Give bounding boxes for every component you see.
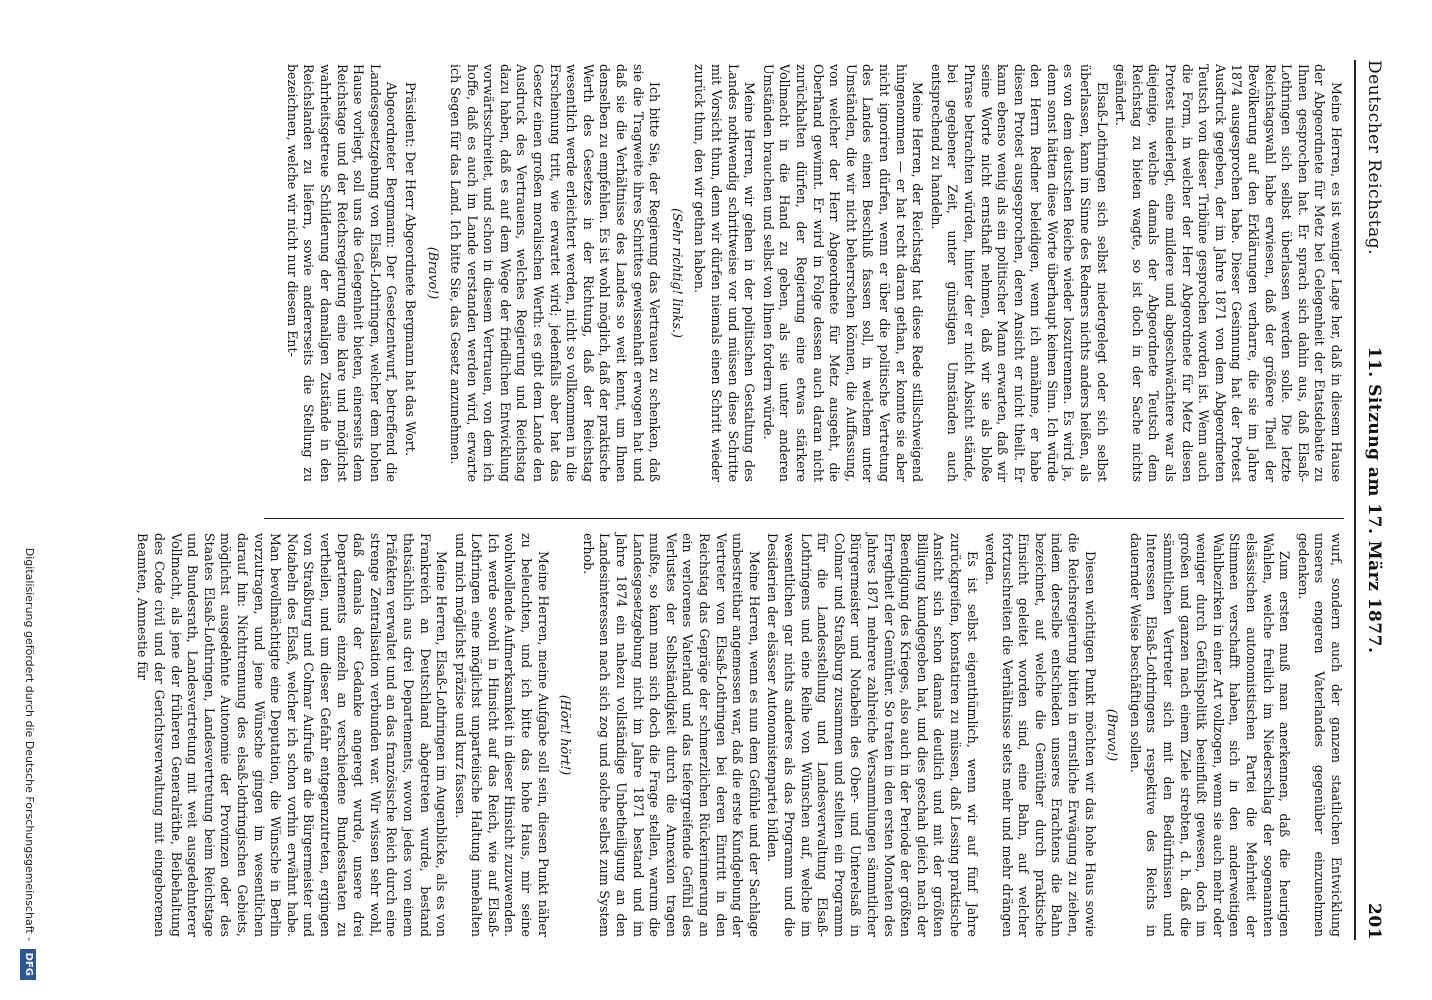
paragraph: Zum ersten muß man anerkennen, daß die heurigen Wahlen, welche freilich im Niederschlag der sogenannten elsässischen autonomistischen Partei die Mehrheit der Stimmen verschafft haben, sich in den anderweitigen Wahlbezirken in einer Art vollzogen, wenn sie auch mehr oder weniger durch Gefühlspolitik beeinflußt gewesen, doch im großen und ganzen nach einem Ziele strebten, d. h. daß die sämmtlichen Vertreter sich mit den Bedürfnissen und Interessen Elsaß-Lothringens respektive des Reichs in dauernder Weise beschäftigen sollen. <box>1127 533 1293 937</box>
paragraph: Meine Herren, meine Aufgabe soll sein, diesen Punkt näher zu beleuchten, und ich bitte das hohe Haus, mir seine wohlwollende Aufmerksamkeit in dieser Hinsicht zuzuwenden. Ich werde sowohl in Hinsicht auf das Reich, wie auf Elsaß-Lothringen eine möglichst unparteiische Haltung innehalten und mich möglichst präzise und kurz fassen. <box>452 533 551 937</box>
paragraph: Meine Herren, Elsaß-Lothringen im Augenblicke, als es von Frankreich an Deutschland abgetreten wurde, bestand thatsächlich aus drei Departements, wovon jedes von einem Präfekten verwaltet und an das französische Reich durch eine strenge Zentralisation verbunden war. Wir wissen sehr wohl, daß damals der Gedanke angeregt wurde, unsere drei Departements einzeln an verschiedene Bundesstaaten zu vertheilen, und um dieser Gefahr entgegenzutreten, ergingen von Straßburg und Colmar Aufrufe an die Bürgermeister und Notabeln des Elsaß, welcher ich schon vorhin erwähnt habe. Man bevollmächtigte eine Deputation, die Wünsche in Berlin vorzutragen, und jene Wünsche gingen im wesentlichen darauf hin: Nichttrennung des elsaß-lothringischen Gebiets, möglichst ausgedehnte Autonomie der Provinzen oder des Staates Elsaß-Lothringen, Landesvertretung beim Reichstage und Bundesrath, Landesvertretung mit weit ausgedehnterer Vollmacht, als jene der früheren Generalräthe, Beibehaltung des Code civil und der Gerichtsverwaltung mit eingeborenen Beamten, Amnestie für <box>135 533 450 937</box>
digitization-credit <box>18 20 40 980</box>
paragraph: Ich bitte Sie, der Regierung das Vertrauen zu schenken, daß sie die Tragweite ihres Schrittes gewissenhaft erwogen hat und daß sie die Verhältnisse des Landes so weit kennt, um Ihnen denselben zu empfehlen. Es ist wohl möglich, daß der praktische Werth des Gesetzes in der Richtung, daß der Reichstag wesentlich werde erleichtert werden, nicht so vollkommen in die Erscheinung tritt, wie erwartet wird; jedenfalls aber hat das Gesetz einen großen moralischen Werth: es gibt dem Lande den Ausdruck des Vertrauens, welches Regierung und Reichstag dazu haben, daß es auf dem Wege der friedlichen Entwicklung vorwärtsschreitet, und schon in diesem Vertrauen, von dem ich hoffe, daß es auch im Lande verstanden werden wird, erwarte ich Segen für das Land. Ich bitte Sie, das Gesetz anzunehmen. <box>448 64 663 482</box>
interjection: (Sehr richtig! links.) <box>669 208 685 338</box>
paragraph: Diesen wichtigen Punkt möchten wir das hohe Haus sowie die Reichsregierung bitten in ernstliche Erwägung zu ziehen, indem derselbe entschieden unseres Erachtens die Bahn bezeichnet, auf welche die Gemüther durch praktische Einsicht geleitet worden sind, eine Bahn, auf welcher fortzuschreiten die Verhältnisse stets mehr und mehr drängen werden. <box>983 533 1098 937</box>
paragraph: Es ist selbst eigenthümlich, wenn wir auf fünf Jahre zurückgreifen, konstatiren zu müssen, daß Lessing praktische Ansicht sich schon damals deutlich und mit der größten Billigung kundgegeben hat, und dies geschah gleich nach der Beendigung des Krieges, also auch in der Periode der größten Erregtheit der Gemüther. So traten in den ersten Monaten des Jahres 1871 mehrere zahlreiche Versammlungen sämmtlicher Bürgermeister und Notabeln des Ober- und Unterelsaß in Colmar und Straßburg zusammen und stellten ein Programm für die Landesstellung und Landesverwaltung Elsaß-Lothringens und eine Reihe von Wünschen auf, welche im wesentlichen gar nichts anderes als das Programm und die Desiderien der elsässer Autonomistenpartei bilden. <box>765 533 980 937</box>
interjection: (Hört! hört!) <box>558 694 574 776</box>
paragraph: Meine Herren, wenn es nun dem Gefühle und der Sachlage unbestreitbar angemessen war, daß die erste Kundgebung der Vertreter von Elsaß-Lothringen bei deren Eintritt in den Reichstag das Gepräge der schmerzlichen Rückerinnerung an ein verlorenes Vaterland und das tiefergreifende Gefühl des Verlustes der Selbständigkeit durch die Annexion tragen mußte, so kann man sich doch die Frage stellen, warum die Landesgesetzgebung nicht im Jahre 1871 bestand und im Jahre 1874 ein nahezu vollständige Unbetheiligung an den Landesinteressen nach sich zog und solche selbst zum System erhob. <box>580 533 762 937</box>
left-column <box>264 64 1344 482</box>
header-publication: Deutscher Reichstag. <box>1364 60 1384 255</box>
header-session: 11. Sitzung am 17. März 1877. <box>1364 346 1384 654</box>
dfg-logo: DFG <box>20 949 36 980</box>
speaker-paragraph: Abgeordneter Bergmann: Der Gesetzentwurf, betreffend die Landesgesetzgebung von Elsaß-Lothringen, welcher dem hohen Hause vorliegt, soll uns die Gelegenheit bieten, einerseits dem Reichstage und der Reichsregierung eine klare und möglichst wahrheitsgetreue Schilderung der damaligen Zustände in den Reichslanden zu liefern, sowie andererseits die Stellung zu bezeichnen, welche wir nicht nur diesem Ent- <box>284 64 400 482</box>
paragraph: Meine Herren, der Reichstag hat diese Rede stillschweigend hingenommen — er hat recht daran gethan, er konnte sie aber nicht ignoriren dürfen, wenn er über die politische Vertretung des Landes einen Beschluß fassen soll, in welchem unter Umständen, die wir nicht beherrschen können, die Auffassung, von welcher der Herr Abgeordnete für Metz ausgeht, die Oberhand gewinnt. Er wird in Folge dessen auch daran nicht zurückhalten dürfen, der Regierung eine etwas stärkere Vollmacht in die Hand zu geben, als sie unter anderen Umständen brauchen und selbst von Ihnen fordern würde. <box>760 64 926 482</box>
interjection: (Bravo!) <box>425 246 441 300</box>
speaker-paragraph: Präsident: Der Herr Abgeordnete Bergmann hat das Wort. <box>402 82 418 456</box>
paragraph: Meine Herren, wir gehen in der politischen Gestaltung des Landes nothwendig schrittweise vor und müssen diese Schritte mit Vorsicht thun, denn wir dürfen niemals einen Schritt wieder zurück thun, den wir gethan haben. <box>692 64 758 482</box>
page-number: 201 <box>1364 903 1384 940</box>
page-header <box>1354 60 1404 940</box>
credit-text: Digitalisierung gefördert durch die Deutsche Forschungsgemeinschaft - <box>23 547 36 942</box>
paragraph: Elsaß-Lothringen sich selbst niedergelegt oder sich selbst überlassen, kann im Sinne des Redners nichts anders heißen, als es von dem deutschen Reiche wieder loszutrennen. Es wird ja, denn sonst hätten diese Worte überhaupt keinen Sinn. Ich würde den Herrn Redner beleidigen, wenn ich annähme, er habe diesen Protest ausgesprochen, deren Ansicht er nicht theilt. Er kann ebenso wenig als ein politischer Mann erwarten, daß wir seine Worte nicht ernsthaft nehmen, daß wir sie als bloße Phrase betrachten würden, hinter der er nicht Absicht stände, bei gegebener Zeit, unter günstigen Umständen auch entsprechend zu handeln. <box>928 64 1110 482</box>
paragraph: wurf, sondern auch der ganzen staatlichen Entwicklung unseres engeren Vaterlandes gegenüber einzunehmen gedenken. <box>1295 533 1344 937</box>
paragraph: Meine Herren, es ist weniger Lage her, daß in diesem Hause der Abgeordnete für Metz bei Gelegenheit der Etatsdebatte zu Ihnen gesprochen hat. Er sprach sich dahin aus, daß Elsaß-Lothringen sich selbst überlassen werden solle. Die letzte Reichstagswahl habe erwiesen, daß der größere Theil der Bevölkerung auf den Erklärungen verharre, die sie im Jahre 1874 ausgesprochen habe. Dieser Gesinnung hat der Protest Ausdruck gegeben, der im Jahre 1871 von dem Abgeordneten Teutsch von dieser Tribüne gesprochen worden ist. Wenn auch die Form, in welcher der Herr Abgeordnete für Metz diesen Protest niederlegt, eine mildere und abgeschwächtere war als diejenige, welche damals der Abgeordnete Teutsch dem Reichstag zu bieten wagte, so ist doch in der Sache nichts geändert. <box>1113 64 1344 482</box>
interjection: (Bravo!) <box>1105 708 1121 762</box>
right-column <box>135 518 1344 937</box>
